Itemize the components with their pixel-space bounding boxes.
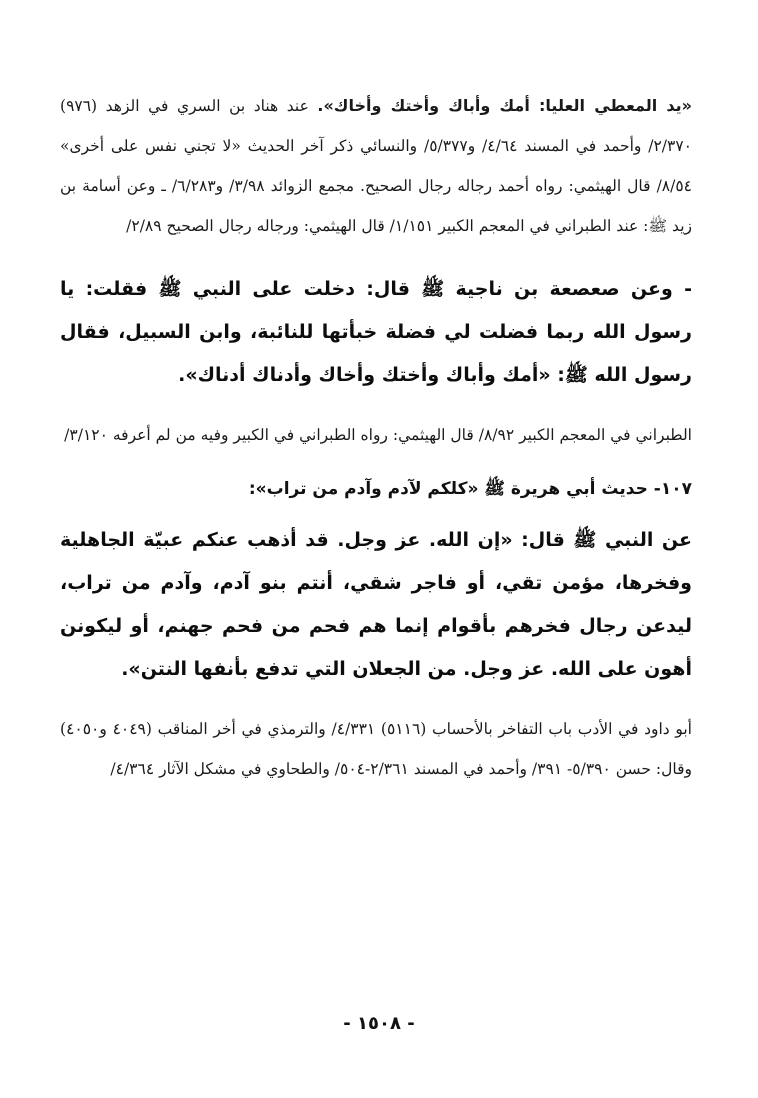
footnote-text-1: عند هناد بن السري في الزهد (٩٧٦) ٢/٣٧٠/ وأحمد في المسند ٤/٦٤/ و٥/٣٧٧/ والنسائي ذكر آخر الحديث «لا تجني نفس على أخرى» ٨/٥٤/ قال الهيثمي: رواه أحمد رجاله رجال الصحيح. مجمع الزوائد ٣/٩٨/ و٦/٢٨٣/ ـ وعن أسامة بن زيد ﷺ: عند الطبراني في المعجم الكبير ١/١٥١/ قال الهيثمي: ورجاله رجال الصحيح ٢/٨٩/ xyxy=(60,97,693,235)
footnote-block-1 xyxy=(60,86,692,246)
hadith-paragraph-2: عن النبي ﷺ قال: «إن الله. عز وجل. قد أذهب عنكم عبيّة الجاهلية وفخرها، مؤمن تقي، أو فاجر شقي، أنتم بنو آدم، وآدم من تراب، ليدعن رجال فخرهم بأقوام إنما هم فحم من فحم جهنم، أو ليكونن أهون على الله. عز وجل. من الجعلان التي تدفع بأنفها النتن». xyxy=(60,529,692,680)
page-number: - ١٥٠٨ - xyxy=(343,1013,415,1034)
quoted-hadith-lead: «يد المعطي العليا: أمك وأباك وأختك وأخاك». xyxy=(317,96,693,115)
page-content xyxy=(60,86,692,789)
footnote-block-2: الطبراني في المعجم الكبير ٨/٩٢/ قال الهيثمي: رواه الطبراني في الكبير وفيه من لم أعرفه ٣/١٢٠/ xyxy=(64,426,692,444)
footnote-block-3: أبو داود في الأدب باب التفاخر بالأحساب (٥١١٦) ٤/٣٣١/ والترمذي في أخر المناقب (٤٠٤٩ و٤٠٥٠) وقال: حسن ٥/٣٩٠- ٣٩١/ وأحمد في المسند ٢/٣٦١-٥٠٤/ والطحاوي في مشكل الآثار ٤/٣٦٤/ xyxy=(60,720,692,778)
section-heading: ١٠٧- حديث أبي هريرة ﷺ «كلكم لآدم وآدم من تراب»: xyxy=(248,479,692,499)
hadith-paragraph-1: - وعن صعصعة بن ناجية ﷺ قال: دخلت على النبي ﷺ فقلت: يا رسول الله ربما فضلت لي فضلة خبأتها للنائبة، وابن السبيل، فقال رسول الله ﷺ: «أمك وأباك وأختك وأخاك وأدناك أدناك». xyxy=(60,278,692,386)
